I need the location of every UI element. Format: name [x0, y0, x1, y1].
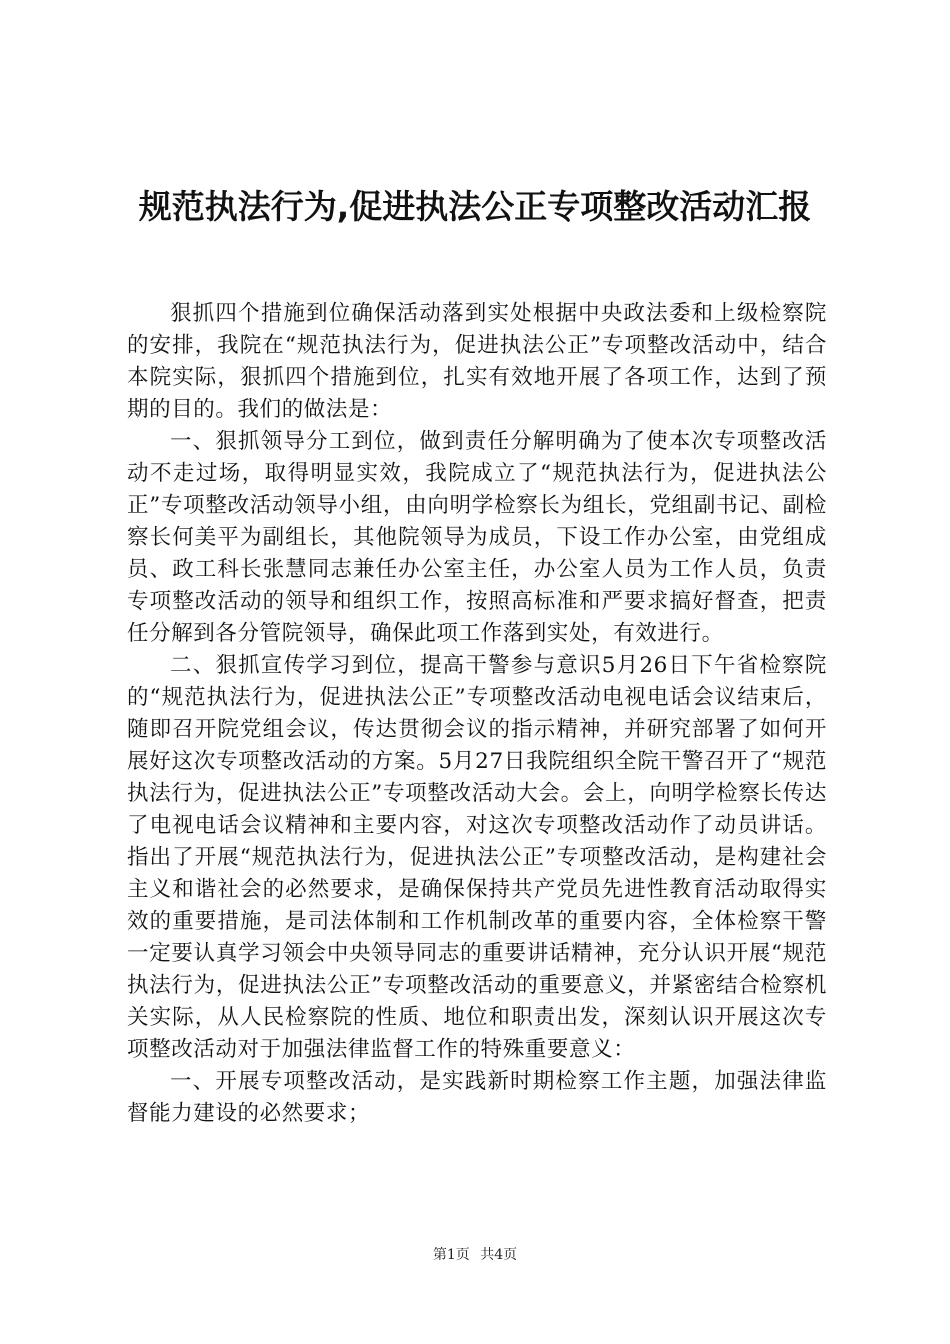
page-footer — [0, 1245, 950, 1265]
paragraph-intro: 狠抓四个措施到位确保活动落到实处根据中央政法委和上级检察院的安排，我院在“规范执法行为，促进执法公正”专项整改活动中，结合本院实际，狠抓四个措施到位，扎实有效地开展了各项工作，达到了预期的目的。我们的做法是： — [127, 301, 827, 422]
document-body — [127, 298, 827, 1130]
document-title: 规范执法行为,促进执法公正专项整改活动汇报 — [138, 187, 812, 226]
paragraph-leadership: 一、狠抓领导分工到位，做到责任分解明确为了使本次专项整改活动不走过场，取得明显实效，我院成立了“规范执法行为，促进执法公正”专项整改活动领导小组，由向明学检察长为组长，党组副书记、副检察长何美平为副组长，其他院领导为成员，下设工作办公室，由党组成员、政工科长张慧同志兼任办公室主任，办公室人员为工作人员，负责专项整改活动的领导和组织工作，按照高标准和严要求搞好督查，把责任分解到各分管院领导，确保此项工作落到实处，有效进行。 — [127, 429, 827, 646]
paragraph-point-one: 一、开展专项整改活动，是实践新时期检察工作主题，加强法律监督能力建设的必然要求； — [127, 1069, 827, 1126]
page-total: 共4页 — [480, 1247, 518, 1263]
page-number: 第1页 — [432, 1247, 470, 1263]
paragraph-publicity: 二、狠抓宣传学习到位，提高干警参与意识5月26日下午省检察院的“规范执法行为，促进执法公正”专项整改活动电视电话会议结束后，随即召开院党组会议，传达贯彻会议的指示精神，并研究部署了如何开展好这次专项整改活动的方案。5月27日我院组织全院干警召开了“规范执法行为，促进执法公正”专项整改活动大会。会上，向明学检察长传达了电视电话会议精神和主要内容，对这次专项整改活动作了动员讲话。指出了开展“规范执法行为，促进执法公正”专项整改活动，是构建社会主义和谐社会的必然要求，是确保保持共产党员先进性教育活动取得实效的重要措施，是司法体制和工作机制改革的重要内容，全体检察干警一定要认真学习领会中央领导同志的重要讲话精神，充分认识开展“规范执法行为，促进执法公正”专项整改活动的重要意义，并紧密结合检察机关实际，从人民检察院的性质、地位和职责出发，深刻认识开展这次专项整改活动对于加强法律监督工作的特殊重要意义： — [127, 653, 827, 1062]
